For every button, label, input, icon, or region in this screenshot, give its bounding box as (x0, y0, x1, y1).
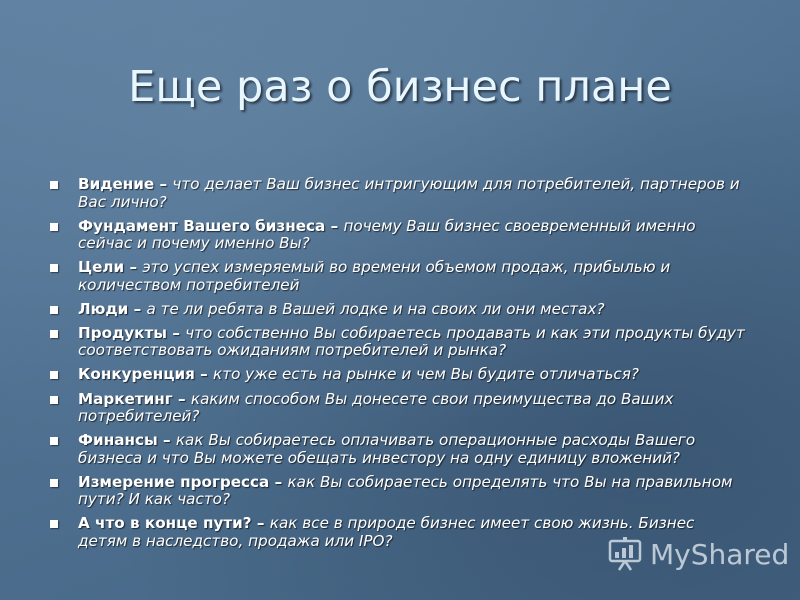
bullet-separator: – (325, 216, 344, 235)
bullet-square-icon (50, 330, 58, 338)
list-item (48, 301, 748, 319)
bullet-square-icon (50, 371, 58, 379)
list-item (48, 432, 748, 467)
watermark-text: MyShared (650, 537, 790, 571)
bullet-list (48, 176, 748, 557)
bullet-square-icon (50, 437, 58, 445)
bullet-separator: – (269, 472, 288, 491)
bullet-square-icon (50, 479, 58, 487)
bullet-term: А что в конце пути? (78, 514, 252, 533)
bullet-square-icon (50, 264, 58, 272)
bullet-separator: – (172, 389, 191, 408)
list-item (48, 391, 748, 426)
bullet-separator: – (128, 299, 147, 318)
bullet-term: Видение (78, 175, 155, 193)
bullet-separator: – (157, 431, 176, 450)
list-item (48, 259, 748, 294)
bullet-separator: – (124, 258, 143, 277)
bullet-square-icon (50, 306, 58, 314)
myshared-watermark (606, 534, 789, 574)
list-item (48, 218, 748, 253)
list-item (48, 176, 748, 211)
bullet-separator: – (251, 514, 270, 533)
bullet-description: это успех измеряемый во времени объемом продаж, прибылью и количеством потребителей (78, 258, 671, 294)
bullet-term: Маркетинг (78, 389, 173, 408)
presentation-board-icon (606, 535, 644, 573)
bullet-separator: – (194, 365, 214, 384)
bullet-description: как Вы собираетесь определять что Вы на правильном пути? И как часто? (78, 472, 733, 509)
bullet-separator: – (154, 175, 173, 193)
list-item (48, 474, 748, 509)
bullet-square-icon (50, 223, 58, 231)
bullet-term: Финансы (78, 431, 158, 450)
bullet-description: что собственно Вы собираетесь продавать и как эти продукты будут соответствовать ожиданиям потребителей и рынка? (78, 323, 745, 360)
bullet-description: каким способом Вы донесете свои преимущества до Ваших потребителей? (78, 389, 674, 426)
bullet-separator: – (167, 323, 186, 342)
bullet-term: Измерение прогресса (78, 472, 270, 491)
bullet-term: Фундамент Вашего бизнеса (78, 216, 326, 235)
list-item (48, 325, 748, 360)
list-item (48, 366, 748, 384)
bullet-square-icon (50, 396, 58, 404)
bullet-description: как Вы собираетесь оплачивать операционные расходы Вашего бизнеса и что Вы можете обещать инвестору на одну единицу вложений? (78, 431, 696, 467)
bullet-description: почему Ваш бизнес своевременный именно сейчас и почему именно Вы? (78, 216, 696, 253)
bullet-term: Цели (78, 258, 125, 277)
bullet-square-icon (50, 181, 58, 189)
bullet-square-icon (50, 520, 58, 528)
bullet-term: Конкуренция (78, 365, 195, 384)
bullet-description: как все в природе бизнес имеет свою жизнь. Бизнес детям в наследство, продажа или IPO? (78, 514, 695, 550)
bullet-description: а те ли ребята в Вашей лодке и на своих ли они местах? (146, 299, 605, 318)
bullet-term: Люди (78, 299, 129, 318)
slide-title: Еще раз о бизнес плане (128, 62, 672, 112)
bullet-description: кто уже есть на рынке и чем Вы будите отличаться? (213, 365, 639, 384)
bullet-term: Продукты (78, 323, 168, 342)
bullet-description: что делает Ваш бизнес интригующим для потребителей, партнеров и Вас лично? (78, 175, 740, 211)
